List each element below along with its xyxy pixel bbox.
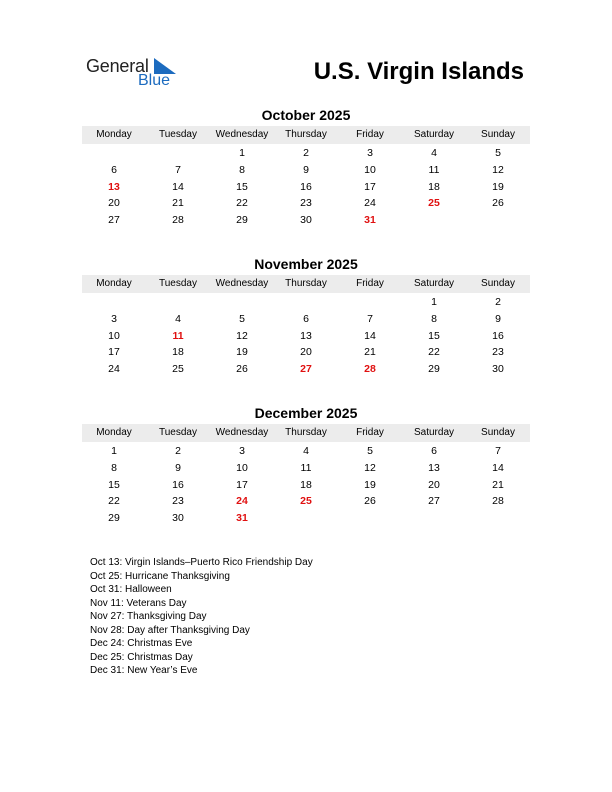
holiday-note: Oct 13: Virgin Islands–Puerto Rico Friendship Day: [90, 557, 313, 568]
weekday-label: Sunday: [481, 278, 515, 289]
day-cell: 27: [428, 495, 440, 508]
week-row: [82, 510, 530, 527]
week-row: [82, 145, 530, 162]
month-grid: [82, 145, 530, 229]
country-title: U.S. Virgin Islands: [313, 58, 524, 85]
weekday-label: Sunday: [481, 129, 515, 140]
day-cell: 20: [428, 478, 440, 491]
day-cell: 12: [364, 461, 376, 474]
week-row: [82, 311, 530, 328]
holiday-note: Nov 28: Day after Thanksgiving Day: [90, 624, 250, 636]
holiday-note: Dec 25: Christmas Day: [90, 651, 193, 663]
day-cell: 10: [108, 329, 120, 342]
week-row: [82, 294, 530, 311]
day-cell: [82, 294, 146, 311]
week-row: [82, 162, 530, 179]
day-cell: 13: [108, 180, 120, 193]
month-grid: [82, 294, 530, 378]
week-row: [82, 212, 530, 229]
weekday-label: Tuesday: [159, 129, 197, 140]
weekday-label: Monday: [96, 129, 132, 140]
week-row: [82, 179, 530, 196]
day-cell: 7: [367, 312, 373, 325]
day-cell: 30: [300, 214, 312, 227]
day-cell: 2: [495, 296, 501, 308]
week-row: [82, 328, 530, 345]
day-cell: 14: [364, 329, 376, 342]
day-cell: 7: [175, 163, 181, 176]
week-row: [82, 361, 530, 378]
day-cell: 11: [428, 163, 440, 176]
weekday-label: Wednesday: [215, 427, 269, 438]
weekday-label: Thursday: [285, 129, 327, 140]
day-cell: 8: [239, 163, 245, 176]
day-cell: 5: [495, 147, 501, 159]
day-cell: 20: [108, 197, 120, 210]
weekday-label: Monday: [96, 427, 132, 438]
day-cell: 18: [300, 478, 312, 491]
weekday-label: Friday: [356, 129, 384, 140]
day-cell: 25: [428, 197, 440, 210]
day-cell: 18: [172, 346, 184, 359]
day-cell: 19: [364, 478, 376, 491]
day-cell: 25: [300, 495, 312, 508]
week-row: [82, 443, 530, 460]
day-cell: 5: [367, 445, 373, 457]
day-cell: 6: [303, 312, 309, 325]
week-row: [82, 493, 530, 510]
day-cell: 29: [236, 214, 248, 227]
day-cell: 20: [300, 346, 312, 359]
day-cell: 10: [364, 163, 376, 176]
weekday-label: Tuesday: [159, 427, 197, 438]
day-cell: 23: [492, 346, 504, 359]
day-cell: 23: [172, 495, 184, 508]
month-november: [82, 255, 530, 378]
day-cell: 30: [492, 363, 504, 376]
holiday-note: Oct 25: Hurricane Thanksgiving: [90, 570, 230, 582]
day-cell: 19: [492, 180, 504, 193]
weekday-header: [82, 424, 530, 442]
day-cell: 1: [111, 445, 117, 457]
weekday-label: Thursday: [285, 427, 327, 438]
day-cell: [338, 510, 402, 527]
day-cell: 21: [172, 197, 184, 210]
day-cell: 14: [492, 461, 504, 474]
month-december: [82, 404, 530, 527]
day-cell: 16: [492, 329, 504, 342]
holiday-note: Oct 31: Halloween: [90, 584, 172, 595]
day-cell: 9: [495, 312, 501, 325]
week-row: [82, 195, 530, 212]
day-cell: 24: [236, 495, 248, 508]
holiday-note: Dec 31: New Year’s Eve: [90, 665, 198, 676]
day-cell: 17: [364, 180, 376, 193]
weekday-label: Tuesday: [159, 278, 197, 289]
month-title: December 2025: [254, 405, 358, 421]
weekday-label: Friday: [356, 427, 384, 438]
logo-text-blue: Blue: [138, 72, 171, 89]
day-cell: [210, 294, 274, 311]
day-cell: 2: [175, 445, 181, 457]
day-cell: 16: [300, 180, 312, 193]
day-cell: 9: [175, 461, 181, 474]
week-row: [82, 477, 530, 494]
day-cell: 21: [492, 478, 504, 491]
day-cell: 31: [236, 512, 248, 525]
day-cell: 25: [172, 363, 184, 376]
day-cell: 6: [111, 163, 117, 176]
day-cell: 11: [300, 461, 312, 474]
day-cell: [338, 294, 402, 311]
day-cell: 14: [172, 180, 184, 193]
day-cell: 24: [108, 363, 120, 376]
weekday-label: Monday: [96, 278, 132, 289]
day-cell: 13: [300, 329, 312, 342]
holiday-note: Dec 24: Christmas Eve: [90, 638, 193, 649]
day-cell: 18: [428, 180, 440, 193]
day-cell: 8: [431, 312, 437, 325]
day-cell: [82, 145, 146, 162]
day-cell: 31: [364, 214, 376, 227]
month-october: [82, 106, 530, 229]
holiday-note: Nov 11: Veterans Day: [90, 597, 187, 609]
day-cell: 16: [172, 478, 184, 491]
day-cell: 15: [108, 478, 120, 491]
weekday-label: Wednesday: [215, 129, 269, 140]
day-cell: 2: [303, 147, 309, 159]
weekday-label: Thursday: [285, 278, 327, 289]
weekday-label: Friday: [356, 278, 384, 289]
holiday-note: Nov 27: Thanksgiving Day: [90, 611, 207, 622]
day-cell: 17: [236, 478, 248, 491]
day-cell: 26: [492, 197, 504, 210]
day-cell: 28: [492, 495, 504, 508]
day-cell: 19: [236, 346, 248, 359]
day-cell: 17: [108, 346, 120, 359]
day-cell: 21: [364, 346, 376, 359]
weekday-label: Saturday: [413, 278, 455, 289]
day-cell: 8: [111, 461, 117, 474]
day-cell: 30: [172, 512, 184, 525]
day-cell: 12: [236, 329, 248, 342]
day-cell: [402, 212, 466, 229]
day-cell: [274, 510, 338, 527]
day-cell: [466, 212, 530, 229]
logo-text-general: General: [86, 56, 149, 76]
weekday-label: Saturday: [413, 129, 455, 140]
day-cell: [402, 510, 466, 527]
holiday-notes: [90, 556, 313, 678]
day-cell: 5: [239, 312, 245, 325]
day-cell: 3: [239, 445, 245, 457]
day-cell: 13: [428, 461, 440, 474]
day-cell: 22: [108, 495, 120, 508]
day-cell: 22: [428, 346, 440, 359]
day-cell: 1: [239, 147, 245, 159]
day-cell: 7: [495, 445, 501, 457]
day-cell: 4: [175, 312, 181, 325]
day-cell: 29: [108, 512, 120, 525]
day-cell: 27: [108, 214, 120, 227]
day-cell: 1: [431, 296, 437, 308]
day-cell: 3: [367, 147, 373, 159]
day-cell: [146, 145, 210, 162]
day-cell: [274, 294, 338, 311]
day-cell: 12: [492, 163, 504, 176]
day-cell: 24: [364, 197, 376, 210]
day-cell: 26: [364, 495, 376, 508]
day-cell: 29: [428, 363, 440, 376]
day-cell: 4: [431, 147, 437, 159]
day-cell: 27: [300, 363, 312, 376]
week-row: [82, 460, 530, 477]
day-cell: 4: [303, 445, 309, 457]
day-cell: 3: [111, 312, 117, 325]
day-cell: 26: [236, 363, 248, 376]
month-grid: [82, 443, 530, 527]
day-cell: 28: [172, 214, 184, 227]
weekday-header: [82, 126, 530, 144]
month-title: October 2025: [261, 107, 351, 123]
day-cell: 6: [431, 445, 437, 457]
day-cell: [146, 294, 210, 311]
day-cell: 23: [300, 197, 312, 210]
day-cell: 22: [236, 197, 248, 210]
month-title: November 2025: [254, 256, 358, 272]
weekday-label: Wednesday: [215, 278, 269, 289]
day-cell: [466, 510, 530, 527]
week-row: [82, 344, 530, 361]
day-cell: 28: [364, 363, 376, 376]
day-cell: 15: [236, 180, 248, 193]
weekday-header: [82, 275, 530, 293]
day-cell: 9: [303, 163, 309, 176]
day-cell: 10: [236, 461, 248, 474]
day-cell: 11: [172, 329, 184, 342]
generalblue-logo: [86, 56, 186, 92]
day-cell: 15: [428, 329, 440, 342]
weekday-label: Saturday: [413, 427, 455, 438]
weekday-label: Sunday: [481, 427, 515, 438]
